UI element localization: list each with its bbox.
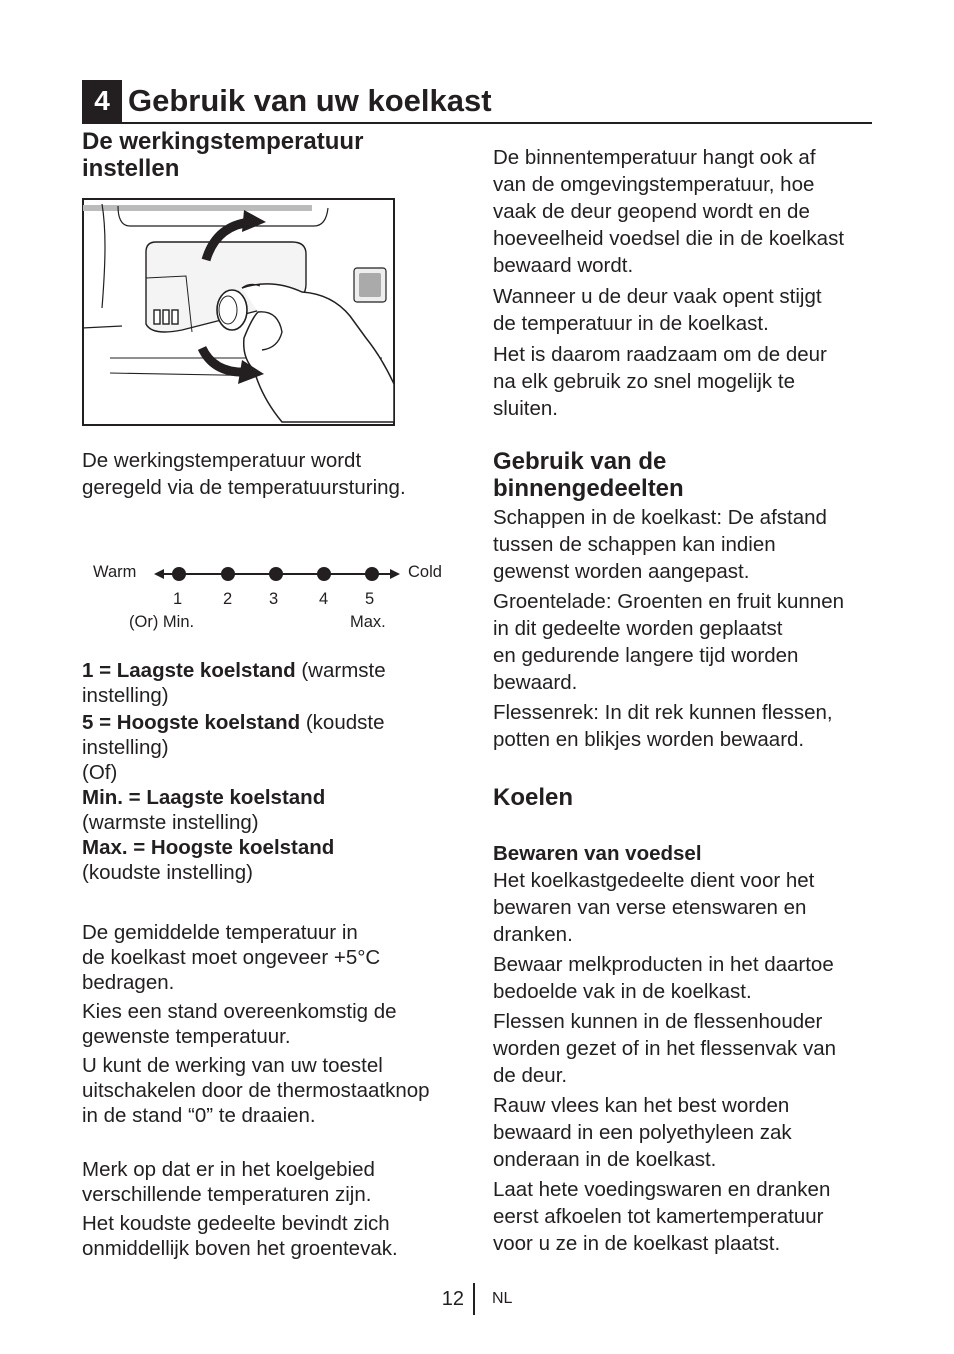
hand-turning-knob-icon [82,198,395,426]
text-line: na elk gebruik zo snel mogelijk te [493,370,795,393]
text-line: De gemiddelde temperatuur in [82,921,358,944]
scale-warm-label: Warm [93,563,137,581]
language-code: NL [492,1290,513,1307]
scale-number: 5 [365,590,375,608]
setting-legend [82,658,462,885]
text-line: Bewaar melkproducten in het daartoe [493,953,834,976]
inner-temperature-text [493,144,883,422]
text-line: geregeld via de temperatuursturing. [82,476,406,499]
text-line: bewaard wordt. [493,254,634,277]
legend-key: 1 = Laagste koelstand [82,659,296,682]
intro-text [82,447,462,501]
text-line: eerst afkoelen tot kamertemperatuur [493,1205,824,1228]
legend-desc: instelling) [82,736,169,759]
average-temperature-text [82,920,472,1128]
text-line: bedoelde vak in de koelkast. [493,980,752,1003]
legend-desc: instelling) [82,684,169,707]
legend-desc: (warmste [295,659,386,682]
text-line: Flessenrek: In dit rek kunnen flessen, [493,701,833,724]
chapter-rule [82,122,872,124]
text-line: Schappen in de koelkast: De afstand [493,506,827,529]
text-line: bewaard. [493,671,578,694]
chapter-title: Gebruik van uw koelkast [128,83,492,118]
text-line: de deur. [493,1064,568,1087]
heading-line: Gebruik van de [493,448,667,475]
subheading-food-storage: Bewaren van voedsel [493,842,702,865]
text-line: bedragen. [82,971,175,994]
legend-desc: (warmste instelling) [82,811,259,834]
thermostat-illustration [82,198,395,426]
heading-line: binnengedeelten [493,475,684,502]
text-line: De werkingstemperatuur wordt [82,449,362,472]
text-line: gewenst worden aangepast. [493,560,750,583]
heading-line: instellen [82,155,180,182]
chapter-number: 4 [82,80,122,122]
text-line: Het is daarom raadzaam om de deur [493,343,827,366]
legend-key: Min. = Laagste koelstand [82,786,326,809]
text-line: bewaren van verse etenswaren en [493,896,807,919]
scale-cold-label: Cold [408,563,442,581]
text-line: Flessen kunnen in de flessenhouder [493,1010,823,1033]
text-line: potten en blikjes worden bewaard. [493,728,805,751]
text-line: van de omgevingstemperatuur, hoe [493,173,815,196]
text-line: voor u ze in de koelkast plaatst. [493,1232,781,1255]
text-line: Groentelade: Groenten en fruit kunnen [493,590,845,613]
scale-max-label: Max. [350,613,386,631]
legend-key: 5 = Hoogste koelstand [82,711,301,734]
text-line: de temperatuur in de koelkast. [493,312,769,335]
legend-desc: (Of) [82,761,118,784]
footer-divider [473,1283,475,1315]
section-heading-cooling: Koelen [493,784,574,811]
temperature-zones-text [82,1157,472,1261]
compartments-text [493,504,883,753]
page-number: 12 [441,1288,464,1310]
text-line: onderaan in de koelkast. [493,1148,717,1171]
legend-desc: (koudste instelling) [82,861,253,884]
text-line: vaak de deur geopend wordt en de [493,200,810,223]
scale-line-icon [152,562,402,586]
text-line: Wanneer u de deur vaak opent stijgt [493,285,822,308]
text-line: de koelkast moet ongeveer +5°C [82,946,381,969]
text-line: bewaard in een polyethyleen zak [493,1121,792,1144]
text-line: in dit gedeelte worden geplaatst [493,617,783,640]
text-line: uitschakelen door de thermostaatknop [82,1079,430,1102]
section-heading-temperature [82,128,462,182]
text-line: en gedurende langere tijd worden [493,644,799,667]
food-storage-text [493,867,883,1257]
text-line: Rauw vlees kan het best worden [493,1094,790,1117]
text-line: onmiddellijk boven het groentevak. [82,1237,398,1260]
scale-number: 1 [173,590,183,608]
text-line: in de stand “0” te draaien. [82,1104,316,1127]
text-line: Het koelkastgedeelte dient voor het [493,869,815,892]
heading-line: De werkingstemperatuur [82,128,364,155]
legend-key: Max. = Hoogste koelstand [82,836,335,859]
text-line: hoeveelheid voedsel die in de koelkast [493,227,845,250]
section-heading-compartments [493,448,883,502]
legend-desc: (koudste [300,711,385,734]
text-line: gewenste temperatuur. [82,1025,291,1048]
text-line: dranken. [493,923,573,946]
text-line: De binnentemperatuur hangt ook af [493,146,816,169]
text-line: worden gezet of in het flessenvak van [493,1037,837,1060]
text-line: Kies een stand overeenkomstig de [82,1000,397,1023]
text-line: Laat hete voedingswaren en dranken [493,1178,831,1201]
text-line: tussen de schappen kan indien [493,533,776,556]
scale-number: 3 [269,590,279,608]
text-line: verschillende temperaturen zijn. [82,1183,372,1206]
scale-number: 4 [319,590,329,608]
scale-number: 2 [223,590,233,608]
scale-min-label: (Or) Min. [129,613,195,631]
text-line: sluiten. [493,397,558,420]
text-line: Het koudste gedeelte bevindt zich [82,1212,390,1235]
text-line: Merk op dat er in het koelgebied [82,1158,375,1181]
temperature-scale [82,556,462,636]
text-line: U kunt de werking van uw toestel [82,1054,383,1077]
